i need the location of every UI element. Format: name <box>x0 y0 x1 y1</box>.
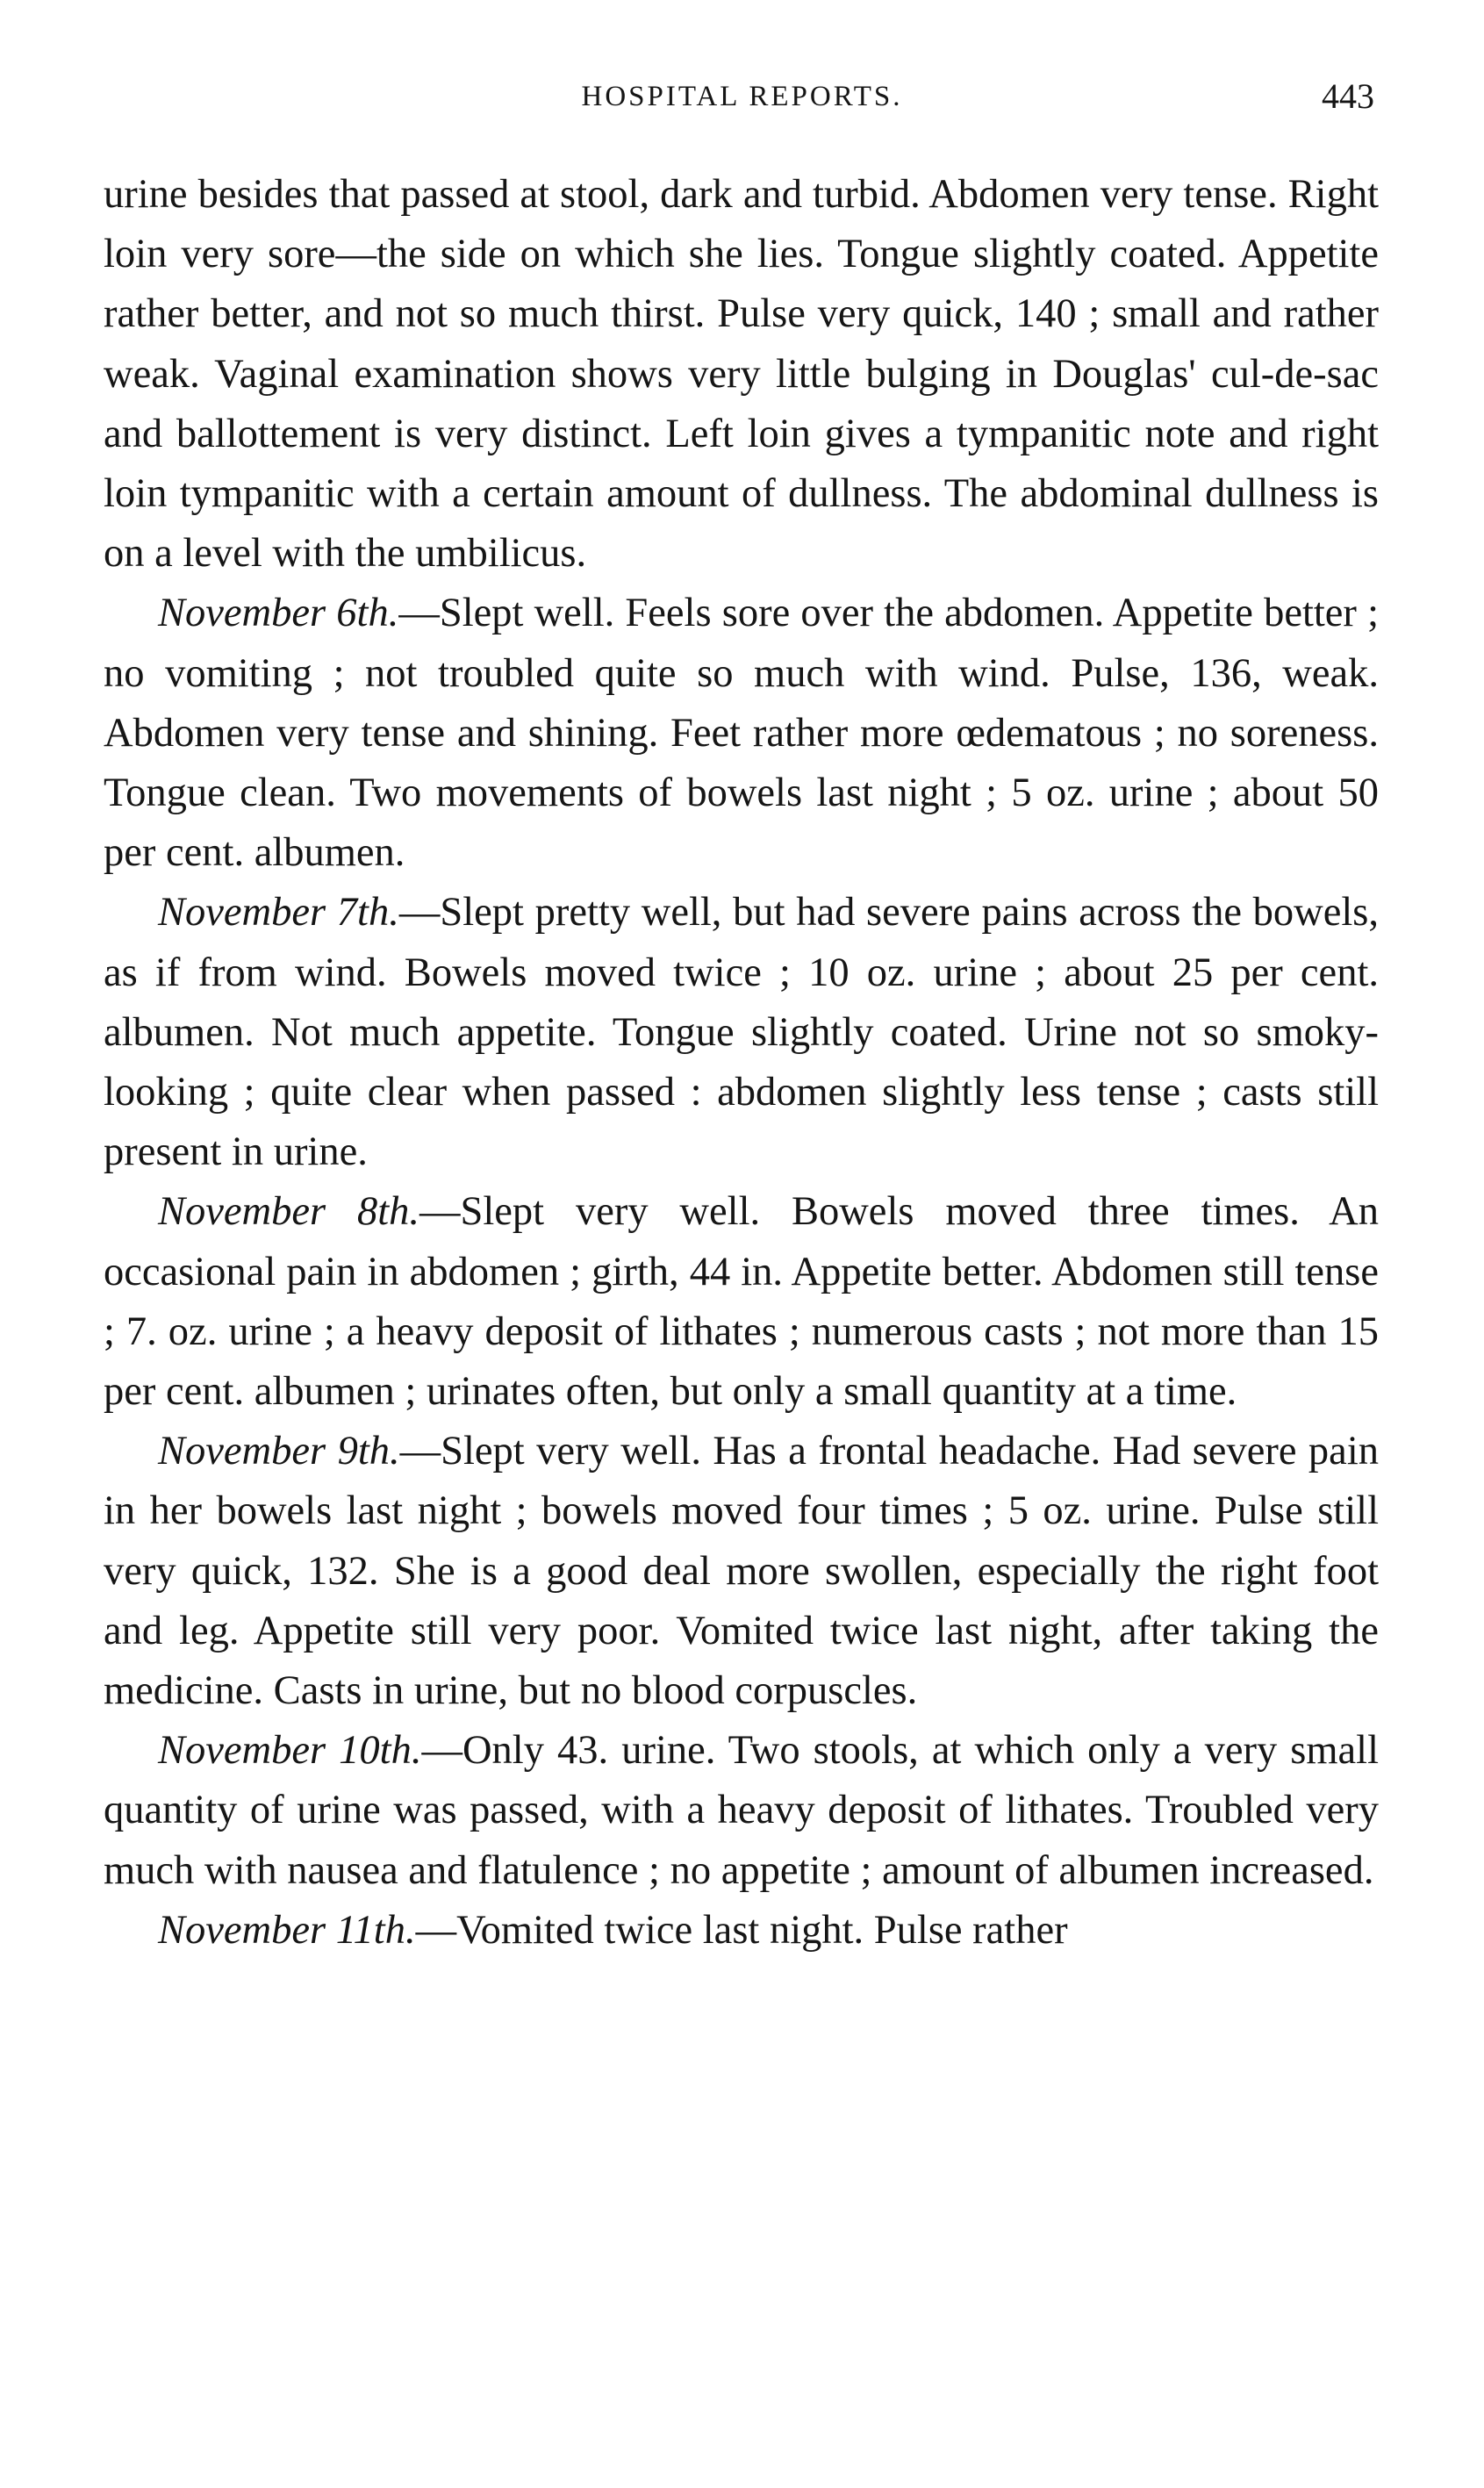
paragraph-continuation <box>104 165 1379 584</box>
entry-november-8 <box>104 1182 1379 1422</box>
entry-date: November 11th. <box>158 1907 416 1953</box>
entry-text: —Slept very well. Has a frontal headache. Had severe pain in her bowels last night ; bowels moved four times ; 5 oz. urine. Pulse still very quick, 132. She is a good deal more swollen, especially the right foot and leg. Appetite still very poor. Vomited twice last night, after taking the medicine. Casts in urine, but no blood corpuscles. <box>104 1429 1379 1714</box>
entry-date: November 6th. <box>158 591 399 636</box>
entry-date: November 7th. <box>158 890 399 936</box>
entry-november-7 <box>104 883 1379 1182</box>
entry-text: —Vomited twice last night. Pulse rather <box>415 1907 1068 1953</box>
entry-november-9 <box>104 1422 1379 1721</box>
entry-date: November 10th. <box>158 1728 422 1774</box>
entry-november-6 <box>104 584 1379 883</box>
entry-text: —Slept well. Feels sore over the abdomen. Appetite better ; no vomiting ; not troubled quite so much with wind. Pulse, 136, weak. Abdomen very tense and shining. Feet rather more œdematous ; no soreness. Tongue clean. Two movements of bowels last night ; 5 oz. urine ; about 50 per cent. albumen. <box>104 591 1379 876</box>
entry-text: —Slept very well. Bowels moved three times. An occasional pain in abdomen ; girth, 44 in. Appetite better. Abdomen still tense ; 7. oz. urine ; a heavy deposit of lithates ; numerous casts ; not more than 15 per cent. albumen ; urinates often, but only a small quantity at a time. <box>104 1189 1379 1415</box>
body-text <box>104 165 1379 1961</box>
entry-date: November 9th. <box>158 1429 400 1474</box>
entry-november-11 <box>104 1901 1379 1961</box>
page-header-title: HOSPITAL REPORTS. <box>581 81 903 112</box>
running-head <box>0 72 1484 142</box>
entry-november-10 <box>104 1721 1379 1901</box>
entry-date: November 8th. <box>158 1189 420 1235</box>
page-number: 443 <box>1322 76 1374 116</box>
entry-text: —Slept pretty well, but had severe pains across the bowels, as if from wind. Bowels moved twice ; 10 oz. urine ; about 25 per cent. albumen. Not much appetite. Tongue slightly coated. Urine not so smoky-looking ; quite clear when passed : abdomen slightly less tense ; casts still present in urine. <box>104 890 1379 1175</box>
paragraph-text: urine besides that passed at stool, dark and turbid. Abdomen very tense. Right loin very sore—the side on which she lies. Tongue slightly coated. Appetite rather better, and not so much thirst. Pulse very quick, 140 ; small and rather weak. Vaginal examination shows very little bulging in Douglas' cul-de-sac and ballottement is very distinct. Left loin gives a tympanitic note and right loin tympanitic with a certain amount of dullness. The abdominal dullness is on a level with the umbilicus. <box>104 172 1379 577</box>
entry-text: —Only 43. urine. Two stools, at which only a very small quantity of urine was passed, with a heavy deposit of lithates. Troubled very much with nausea and flatulence ; no appetite ; amount of albumen increased. <box>104 1728 1380 1893</box>
